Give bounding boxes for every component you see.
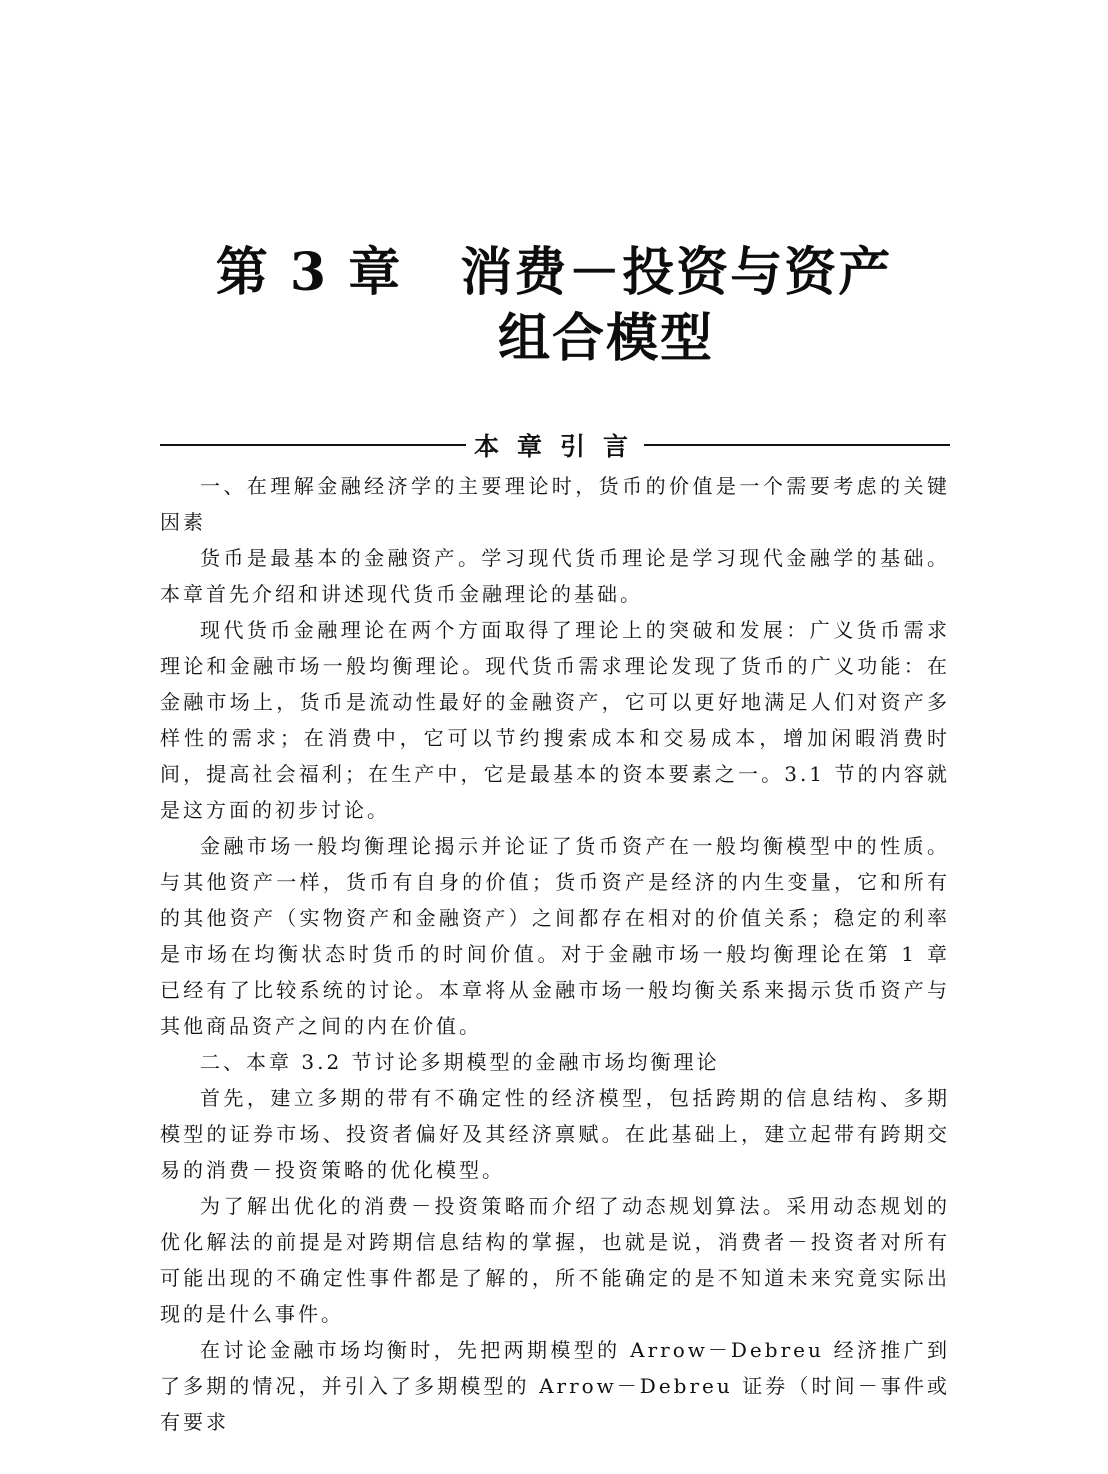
- paragraph: 为了解出优化的消费－投资策略而介绍了动态规划算法。采用动态规划的优化解法的前提是对跨期信息结构的掌握，也就是说，消费者－投资者对所有可能出现的不确定性事件都是了解的，所不能确定的是不知道未来究竟实际出现的是什么事件。: [160, 1194, 950, 1326]
- paragraph: 在讨论金融市场均衡时，先把两期模型的 Arrow－Debreu 经济推广到了多期的情况，并引入了多期模型的 Arrow－Debreu 证券（时间－事件或有要求: [160, 1338, 950, 1434]
- body-text: [160, 468, 950, 1440]
- paragraph: 一、在理解金融经济学的主要理论时，货币的价值是一个需要考虑的关键因素: [160, 474, 950, 534]
- heading-rule-right: [644, 444, 950, 446]
- section-heading: [160, 428, 950, 462]
- chapter-word: 章: [348, 242, 403, 303]
- paragraph: 货币是最基本的金融资产。学习现代货币理论是学习现代金融学的基础。本章首先介绍和讲述现代货币金融理论的基础。: [160, 546, 950, 606]
- paragraph: 现代货币金融理论在两个方面取得了理论上的突破和发展：广义货币需求理论和金融市场一般均衡理论。现代货币需求理论发现了货币的广义功能：在金融市场上，货币是流动性最好的金融资产，它可以更好地满足人们对资产多样性的需求；在消费中，它可以节约搜索成本和交易成本，增加闲暇消费时间，提高社会福利；在生产中，它是最基本的资本要素之一。3.1 节的内容就是这方面的初步讨论。: [160, 618, 950, 822]
- section-heading-label: 本章引言: [474, 432, 647, 461]
- chapter-number: 3: [289, 241, 329, 303]
- paragraph: 首先，建立多期的带有不确定性的经济模型，包括跨期的信息结构、多期模型的证券市场、投资者偏好及其经济禀赋。在此基础上，建立起带有跨期交易的消费－投资策略的优化模型。: [160, 1086, 950, 1182]
- chapter-title-line-2: [0, 306, 1108, 372]
- heading-rule-left: [160, 444, 466, 446]
- chapter-title-text-1: 消费－投资与资产: [460, 242, 893, 303]
- paragraph: 金融市场一般均衡理论揭示并论证了货币资产在一般均衡模型中的性质。与其他资产一样，货币有自身的价值；货币资产是经济的内生变量，它和所有的其他资产（实物资产和金融资产）之间都存在相对的价值关系；稳定的利率是市场在均衡状态时货币的时间价值。对于金融市场一般均衡理论在第 1 章已经有了比较系统的讨论。本章将从金融市场一般均衡关系来揭示货币资产与其他商品资产之间的内在价值。: [160, 834, 950, 1038]
- chapter-title-line-1: [0, 240, 1108, 306]
- chapter-prefix: 第: [215, 242, 270, 303]
- paragraph: 二、本章 3.2 节讨论多期模型的金融市场均衡理论: [200, 1050, 720, 1074]
- chapter-title: [0, 240, 1108, 372]
- chapter-title-text-2: 组合模型: [497, 308, 714, 369]
